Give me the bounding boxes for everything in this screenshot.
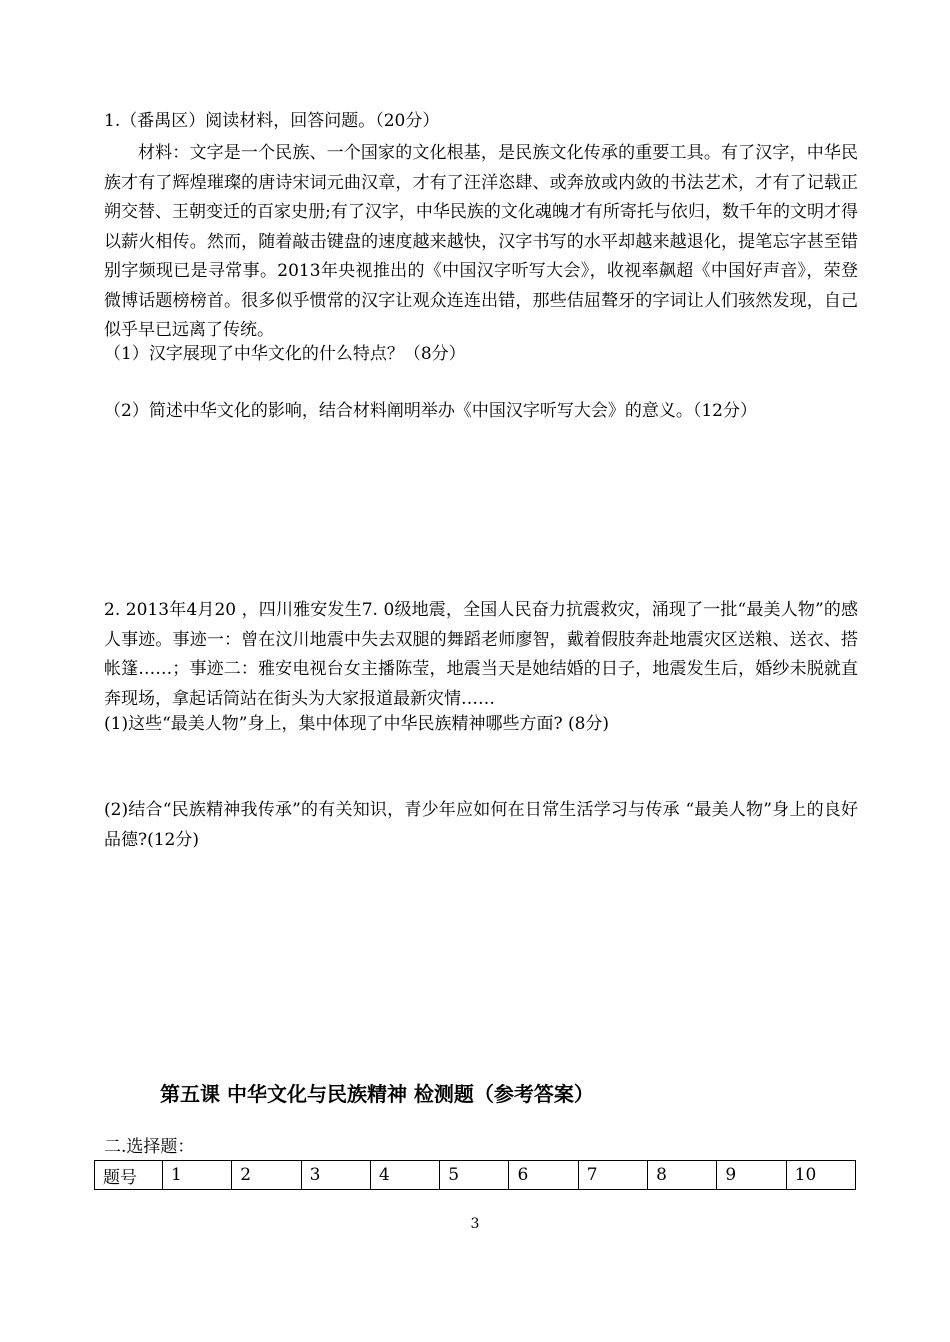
answer-table-cell: 8 <box>648 1161 717 1190</box>
answer-table-cell: 6 <box>509 1161 578 1190</box>
answer-table <box>94 1160 856 1190</box>
question-2-sub1: (1)这些“最美人物”身上，集中体现了中华民族精神哪些方面? (8分) <box>104 714 610 734</box>
answer-table-cell: 1 <box>163 1161 232 1190</box>
answer-table-cell: 10 <box>786 1161 855 1190</box>
question-1-sub1: （1）汉字展现了中华文化的什么特点？（8分） <box>104 344 466 364</box>
answer-table-cell: 2 <box>232 1161 301 1190</box>
question-1-material: 材料：文字是一个民族、一个国家的文化根基，是民族文化传承的重要工具。有了汉字，中华民族才有了辉煌璀璨的唐诗宋词元曲汉章，才有了汪洋恣肆、或奔放或内敛的书法艺术，才有了记载正朔交替、王朝变迁的百家史册;有了汉字，中华民族的文化魂魄才有所寄托与依归，数千年的文明才得以薪火相传。然而，随着敲击键盘的速度越来越快，汉字书写的水平却越来越退化，提笔忘字甚至错别字频现已是寻常事。2013年央视推出的《中国汉字听写大会》，收视率飙超《中国好声音》，荣登微博话题榜榜首。很多似乎惯常的汉字让观众连连出错，那些佶屈聱牙的字词让人们骇然发现，自己似乎早已远离了传统。 <box>104 143 858 340</box>
answer-table-row <box>95 1161 856 1190</box>
answer-section-title: 第五课 中华文化与民族精神 检测题（参考答案） <box>160 1082 594 1106</box>
question-2-sub2: (2)结合“民族精神我传承”的有关知识，青少年应如何在日常生活学习与传承 “最美人物”身上的良好品德?(12分) <box>104 800 858 850</box>
question-2-text: 2. 2013年4月20 ，四川雅安发生7. 0级地震，全国人民奋力抗震救灾，涌现了一批“最美人物”的感人事迹。事迹一：曾在汶川地震中失去双腿的舞蹈老师廖智，戴着假肢奔赴地震灾区送粮、送衣、搭帐篷……；事迹二：雅安电视台女主播陈莹，地震当天是她结婚的日子，地震发生后，婚纱未脱就直奔现场，拿起话筒站在街头为大家报道最新灾情…… <box>104 600 858 709</box>
answer-table-cell: 9 <box>717 1161 786 1190</box>
page-number: 3 <box>470 1216 480 1232</box>
answer-subheading: 二.选择题： <box>104 1137 195 1157</box>
answer-table-cell: 7 <box>578 1161 647 1190</box>
answer-table-cell: 5 <box>440 1161 509 1190</box>
question-1-heading: 1.（番禺区）阅读材料，回答问题。（20分） <box>104 111 440 131</box>
answer-table-cell: 3 <box>301 1161 370 1190</box>
answer-table-cell: 题号 <box>95 1161 163 1190</box>
answer-table-cell: 4 <box>370 1161 439 1190</box>
question-1-sub2: （2）简述中华文化的影响，结合材料阐明举办《中国汉字听写大会》的意义。（12分） <box>104 401 757 421</box>
